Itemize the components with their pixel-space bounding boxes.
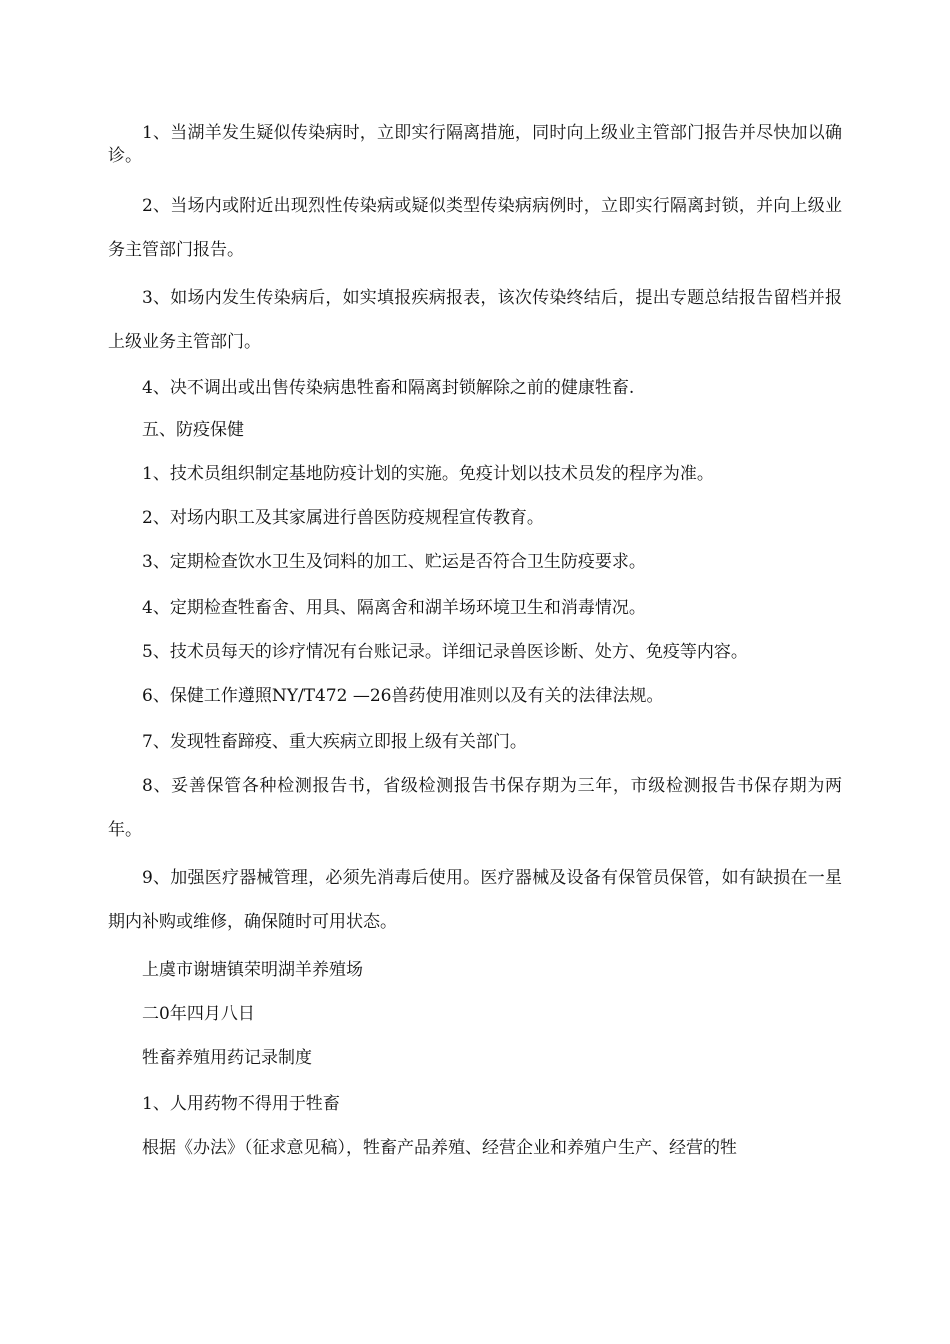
paragraph-5-6: 6、保健工作遵照NY/T472 —26兽药使用准则以及有关的法律法规。	[142, 686, 664, 706]
paragraph-5-2: 2、对场内职工及其家属进行兽医防疫规程宣传教育。	[142, 508, 544, 528]
document-title: 牲畜养殖用药记录制度	[142, 1048, 312, 1068]
paragraph-4: 4、决不调出或出售传染病患牲畜和隔离封锁解除之前的健康牲畜.	[142, 378, 635, 398]
paragraph-2: 2、当场内或附近出现烈性传染病或疑似类型传染病病例时，立即实行隔离封锁，并向上级业务主管部门报告。	[108, 196, 842, 260]
paragraph-5-8: 8、妥善保管各种检测报告书，省级检测报告书保存期为三年，市级检测报告书保存期为两年。	[108, 776, 842, 840]
signature-date: 二0年四月八日	[142, 1004, 255, 1024]
signature-farm-name: 上虞市谢塘镇荣明湖羊养殖场	[142, 960, 363, 980]
rule-1-heading: 1、人用药物不得用于牲畜	[142, 1094, 340, 1114]
paragraph-1: 1、当湖羊发生疑似传染病时，立即实行隔离措施，同时向上级业主管部门报告并尽快加以确诊。	[108, 123, 842, 166]
section-heading-5: 五、防疫保健	[142, 420, 244, 440]
paragraph-5-7: 7、发现牲畜蹄疫、重大疾病立即报上级有关部门。	[142, 732, 527, 752]
paragraph-5-3: 3、定期检查饮水卫生及饲料的加工、贮运是否符合卫生防疫要求。	[142, 552, 646, 572]
paragraph-5-4: 4、定期检查牲畜舍、用具、隔离舍和湖羊场环境卫生和消毒情况。	[142, 598, 646, 618]
rule-1-body: 根据《办法》（征求意见稿），牲畜产品养殖、经营企业和养殖户生产、经营的牲	[142, 1138, 737, 1158]
paragraph-5-5: 5、技术员每天的诊疗情况有台账记录。详细记录兽医诊断、处方、免疫等内容。	[142, 642, 748, 662]
paragraph-5-1: 1、技术员组织制定基地防疫计划的实施。免疫计划以技术员发的程序为准。	[142, 464, 714, 484]
paragraph-3: 3、如场内发生传染病后，如实填报疾病报表，该次传染终结后，提出专题总结报告留档并报上级业务主管部门。	[108, 288, 842, 352]
paragraph-5-9: 9、加强医疗器械管理，必须先消毒后使用。医疗器械及设备有保管员保管，如有缺损在一星期内补购或维修，确保随时可用状态。	[108, 868, 842, 932]
